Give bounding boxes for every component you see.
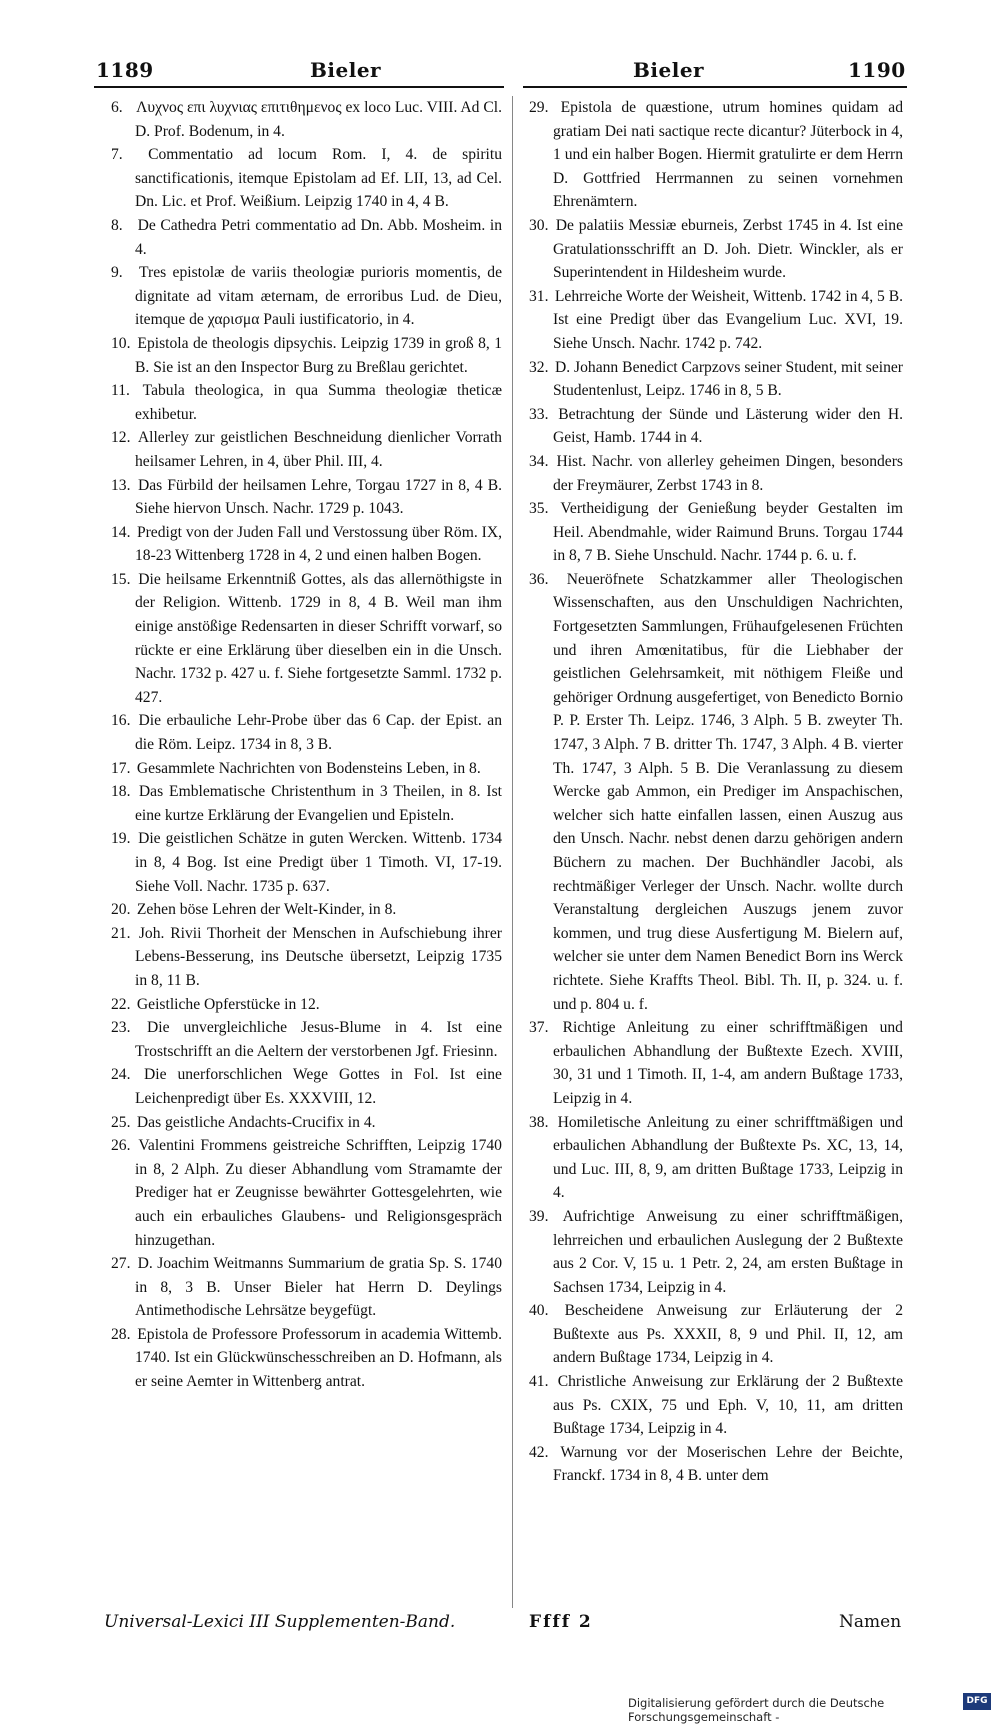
entry-number: 9. [111,264,123,282]
bibliography-entry [529,285,903,356]
entry-number: 39. [529,1207,549,1225]
entry-text: Das geistliche Andachts-Crucifix in 4. [136,1113,376,1131]
entry-number: 17. [111,759,131,777]
entry-text: Die geistlichen Schätze in guten Wercken. Wittenb. 1734 in 8, 4 Bog. Ist eine Predigt über 1 Timoth. VI, 17-19. Siehe Voll. Nachr. 1735 p. 637. [135,830,502,895]
bibliography-entry [111,379,502,426]
left-column [111,96,502,1608]
entry-text: D. Joachim Weitmanns Summarium de gratia Sp. S. 1740 in 8, 3 B. Unser Bieler hat Herrn D. Deylings Antimethodische Lehrsätze beygefügt. [135,1255,502,1320]
entry-number: 37. [529,1019,549,1037]
bibliography-entry [529,1370,903,1441]
bibliography-entry [529,403,903,450]
bibliography-entry [111,709,502,756]
entry-text: Die heilsame Erkenntniß Gottes, als das allernöthigste in der Religion. Wittenb. 1729 in 8, 4 B. Weil man ihm einige anstößige Redensarten in dieser Schrifft vorwarf, so rückte er eine Erklärung über dieselben ein in die Unsch. Nachr. 1732 p. 427 u. f. Siehe fortgesetzte Samml. 1732 p. 427. [135,570,502,706]
entry-number: 28. [111,1325,131,1343]
bibliography-entry [529,568,903,1016]
entry-text: Tabula theologica, in qua Summa theologiæ theticæ exhibetur. [135,382,502,423]
right-column [529,96,903,1608]
bibliography-entry [529,96,903,214]
entry-text: De Cathedra Petri commentatio ad Dn. Abb. Mosheim. in 4. [135,216,502,258]
entry-number: 19. [111,830,131,848]
entry-number: 42. [529,1443,549,1461]
entry-text: D. Johann Benedict Carpzovs seiner Student, mit seiner Studentenlust, Leipz. 1746 in 8, 5 B. [553,358,903,400]
footer-volume-title: Universal-Lexici III Supplementen-Band. [104,1612,456,1632]
entry-text: Epistola de quæstione, utrum homines quidam ad gratiam Dei nati sactique recte dicantur? Jüterbock in 4, 1 und ein halber Bogen. Hiermit gratulirte er dem Herrn D. Gottfried Herrmannen zu seinen vornehmen Ehrenämtern. [553,99,903,211]
bibliography-entry [111,1134,502,1252]
bibliography-entry [529,1205,903,1299]
entry-text: Joh. Rivii Thorheit der Menschen in Aufschiebung ihrer Lebens-Besserung, ins Deutsche übersetzt, Leipzig 1735 in 8, 11 B. [135,924,502,989]
entry-text: Warnung vor der Moserischen Lehre der Beichte, Franckf. 1734 in 8, 4 B. unter dem [553,1443,903,1485]
entry-text: Gesammlete Nachrichten von Bodensteins Leben, in 8. [136,759,481,777]
entry-number: 38. [529,1113,549,1131]
bibliography-entry [529,214,903,285]
dfg-logo-icon: DFG [963,1693,991,1710]
entry-text: Aufrichtige Anweisung zu einer schrifftmäßigen, lehrreichen und erbaulichen Auslegung der 2 Bußtexte aus 2 Cor. V, 15 u. 1 Petr. 2, 24, am ersten Bußtage in Sachsen 1734, Leipzig in 4. [553,1207,903,1296]
header-rule-left [94,86,504,88]
entry-number: 32. [529,358,549,376]
entry-number: 29. [529,99,549,116]
entry-number: 11. [111,382,130,400]
entry-text: Commentatio ad locum Rom. I, 4. de spiritu sanctificationis, itemque Epistolam ad Ef. LII, 13, ad Cel. Dn. Lic. et Prof. Weißium. Leipzig 1740 in 4, 4 B. [135,146,502,211]
bibliography-entry [111,96,502,143]
entry-text: Homiletische Anleitung zu einer schrifftmäßigen und erbaulichen Abhandlung der Bußtexte Ps. XC, 13, 14, und Luc. III, 8, 9, am dritten Bußtage 1733, Leipzig in 4. [553,1113,903,1202]
entry-text: Richtige Anleitung zu einer schrifftmäßigen und erbaulichen Abhandlung der Bußtexte Ezech. XVIII, 30, 31 und 1 Timoth. II, 1-4, am andern Bußtage 1733, Leipzig in 4. [553,1019,903,1107]
bibliography-entry [111,426,502,473]
entry-text: Die unvergleichliche Jesus-Blume in 4. Ist eine Trostschrifft an die Aeltern der verstorbenen Jgf. Friesinn. [135,1019,502,1060]
signature-mark: Ffff 2 [529,1612,593,1632]
entry-number: 6. [111,99,123,116]
entry-number: 20. [111,901,131,919]
entry-number: 33. [529,405,549,423]
entry-text: Neueröfnete Schatzkammer aller Theologischen Wissenschaften, aus den Unschuldigen Nachrichten, Fortgesetzten Sammlungen, Frühaufgelesenen Früchten und ihren Amœnitatibus, für die Liebhaber der geistlichen Gelehrsamkeit, mit nöthigem Fleiße und gehöriger Ordnung ausgefertiget, von Benedicto Bornio P. P. Erster Th. Leipz. 1746, 3 Alph. 5 B. zweyter Th. 1747, 3 Alph. 7 B. dritter Th. 1747, 3 Alph. 4 B. vierter Th. 1747, 3 Alph. 5 B. Die Veranlassung zu diesem Wercke gab Ammon, ein Prediger im Anspachischen, welcher sich hatte einfallen lassen, einen Auszug aus den Unsch. Nachr. nebst denen darzu gehörigen andern Büchern zu machen. Der Buchhändler Jacobi, als rechtmäßiger Verleger der Unsch. Nachr. wollte durch Veranstaltung dergleichen Auszugs jenem zuvor kommen, und trug diese Ausfertigung M. Bielern auf, welcher sie unter dem Namen Benedict Born ins Werck richtete. Siehe Kraffts Theol. Bibl. Th. II, p. 324. u. f. und p. 804 u. f. [553,570,903,1013]
entry-number: 7. [111,146,123,164]
entry-number: 10. [111,334,131,352]
bibliography-entry [111,143,502,214]
entry-text: Betrachtung der Sünde und Lästerung wider den H. Geist, Hamb. 1744 in 4. [553,405,903,447]
bibliography-entry [111,1063,502,1110]
bibliography-entry [111,521,502,568]
entry-number: 35. [529,500,549,518]
bibliography-entry [111,1323,502,1394]
entry-text: Die unerforschlichen Wege Gottes in Fol. Ist eine Leichenpredigt über Es. XXXVIII, 12. [135,1066,502,1107]
entry-number: 18. [111,783,131,801]
entry-text: Allerley zur geistlichen Beschneidung dienlicher Vorrath heilsamer Lehren, in 4, über Phil. III, 4. [135,429,502,470]
bibliography-entry [111,214,502,261]
entry-text: Christliche Anweisung zur Erklärung der 2 Bußtexte aus Ps. CXIX, 75 und Eph. V, 10, 11, am dritten Bußtage 1734, Leipzig in 4. [553,1373,903,1438]
entry-number: 25. [111,1113,131,1131]
entry-text: Das Fürbild der heilsamen Lehre, Torgau 1727 in 8, 4 B. Siehe hiervon Unsch. Nachr. 1729 p. 1043. [135,476,502,518]
entry-number: 14. [111,523,131,541]
bibliography-entry [111,1016,502,1063]
entry-text: Epistola de Professore Professorum in academia Wittemb. 1740. Ist ein Glückwünschesschreiben an D. Hofmann, als er seine Aemter in Wittenberg antrat. [135,1325,502,1391]
bibliography-entry [111,332,502,379]
entry-text: Das Emblematische Christenthum in 3 Theilen, in 8. Ist eine kurtze Erklärung der Evangelien und Episteln. [135,783,502,824]
column-divider [512,96,513,1608]
entry-number: 22. [111,995,131,1013]
entry-number: 30. [529,216,549,234]
bibliography-entry [111,780,502,827]
entry-text: Zehen böse Lehren der Welt-Kinder, in 8. [136,901,397,919]
entry-number: 40. [529,1302,549,1320]
entry-number: 13. [111,476,131,494]
left-running-head: Bieler [310,58,382,82]
entry-number: 23. [111,1019,131,1037]
bibliography-entry [111,1111,502,1135]
bibliography-entry [111,261,502,332]
bibliography-entry [111,993,502,1017]
bibliography-entry [111,474,502,521]
bibliography-entry [111,568,502,710]
entry-text: Λυχνος επι λυχνιας επιτιθημενος ex loco Luc. VIII. Ad Cl. D. Prof. Bodenum, in 4. [135,99,502,140]
header-rule-right [523,86,907,88]
left-page-number: 1189 [96,58,154,82]
entry-text: Valentini Frommens geistreiche Schrifften, Leipzig 1740 in 8, 2 Alph. Zu dieser Abhandlung vom Stramamte der Prediger hat er Zeugnisse bewährter Gottesgelehrten, wie auch ein erbauliches Glaubens- und Religionsgespräch hinzugethan. [135,1137,502,1249]
right-running-head: Bieler [633,58,705,82]
bibliography-entry [111,757,502,781]
catchword: Namen [839,1612,902,1632]
bibliography-entry [529,1016,903,1110]
entry-text: Epistola de theologis dipsychis. Leipzig 1739 in groß 8, 1 B. Sie ist an den Inspector Burg zu Breßlau gerichtet. [135,334,502,376]
entry-number: 27. [111,1255,131,1273]
bibliography-entry [111,898,502,922]
bibliography-entry [529,1441,903,1488]
entry-number: 34. [529,452,549,470]
bibliography-entry [529,1299,903,1370]
entry-number: 12. [111,429,131,447]
bibliography-entry [111,1252,502,1323]
entry-number: 21. [111,924,131,942]
bibliography-entry [529,497,903,568]
entry-text: Geistliche Opferstücke in 12. [136,995,320,1013]
entry-text: Predigt von der Juden Fall und Verstossung über Röm. IX, 18-23 Wittenberg 1728 in 4, 2 und einen halben Bogen. [135,523,502,565]
bibliography-entry [111,922,502,993]
entry-text: Hist. Nachr. von allerley geheimen Dingen, besonders der Freymäurer, Zerbst 1743 in 8. [553,452,903,494]
bibliography-entry [529,356,903,403]
bibliography-entry [111,827,502,898]
entry-text: De palatiis Messiæ eburneis, Zerbst 1745 in 4. Ist eine Gratulationsschrifft an D. Joh. Dietr. Winckler, als er Superintendent in Hildesheim wurde. [553,216,903,282]
entry-number: 31. [529,287,549,305]
entry-text: Bescheidene Anweisung zur Erläuterung der 2 Bußtexte aus Ps. XXXII, 8, 9 und Phil. II, 12, am andern Bußtage 1734, Leipzig in 4. [553,1302,903,1367]
entry-number: 26. [111,1137,131,1155]
entry-number: 8. [111,216,123,234]
entry-number: 24. [111,1066,131,1084]
entry-number: 15. [111,570,131,588]
entry-text: Lehrreiche Worte der Weisheit, Wittenb. 1742 in 4, 5 B. Ist eine Predigt über das Evangelium Luc. XVI, 19. Siehe Unsch. Nachr. 1742 p. 742. [553,287,903,352]
entry-text: Die erbauliche Lehr-Probe über das 6 Cap. der Epist. an die Röm. Leipz. 1734 in 8, 3 B. [135,712,502,754]
entry-text: Tres epistolæ de variis theologiæ purioris momentis, de dignitate ad vitam æternam, de erroribus Lud. de Dieu, itemque de χαρισμα Pauli iustificatorio, in 4. [135,264,502,329]
entry-number: 41. [529,1373,549,1391]
entry-text: Vertheidigung der Genießung beyder Gestalten im Heil. Abendmahle, wider Raimund Bruns. Torgau 1744 in 8, 7 B. Siehe Unschuld. Nachr. 1744 p. 6. u. f. [553,500,903,565]
digitization-credit: Digitalisierung gefördert durch die Deutsche Forschungsgemeinschaft - [628,1696,885,1724]
bibliography-entry [529,1111,903,1205]
entry-number: 16. [111,712,131,730]
entry-number: 36. [529,570,549,588]
right-page-number: 1190 [848,58,906,82]
bibliography-entry [529,450,903,497]
